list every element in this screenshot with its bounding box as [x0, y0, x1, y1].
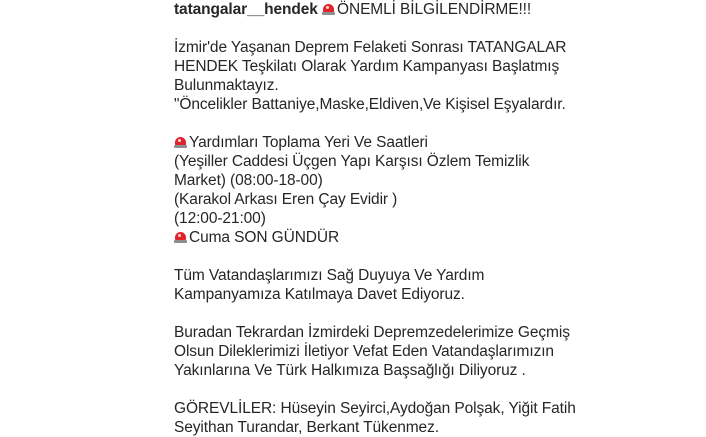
caption-header-line — [174, 0, 694, 19]
last-day-text: Cuma SON GÜNDÜR — [189, 229, 340, 246]
police-siren-icon — [322, 2, 335, 15]
police-siren-icon — [174, 230, 187, 243]
condolence-line: Olsun Dileklerimizi İletiyor Vefat Eden Vatandaşlarımızın — [174, 343, 554, 360]
headline-text: ÖNEMLİ BİLGİLENDİRME!!! — [337, 1, 532, 18]
spacer — [174, 19, 694, 38]
spacer — [174, 114, 694, 133]
staff-line: GÖREVLİLER: Hüseyin Seyirci,Aydoğan Polşak, Yiğit Fatih — [174, 400, 576, 417]
location-line: Market) (08:00-18-00) — [174, 172, 323, 189]
collection-heading-line — [174, 133, 694, 152]
location-line: (Karakol Arkası Eren Çay Evidir ) — [174, 191, 398, 208]
location-line: (Yeşiller Caddesi Üçgen Yapı Karşısı Özlem Temizlik — [174, 153, 530, 170]
invitation-line: Tüm Vatandaşlarımızı Sağ Duyuya Ve Yardım — [174, 267, 485, 284]
spacer — [174, 380, 694, 399]
collection-heading-text: Yardımları Toplama Yeri Ve Saatleri — [189, 134, 428, 151]
spacer — [174, 247, 694, 266]
invitation-line: Kampanyamıza Katılmaya Davet Ediyoruz. — [174, 286, 465, 303]
username-link[interactable]: tatangalar__hendek — [174, 1, 318, 18]
intro-line: "Öncelikler Battaniye,Maske,Eldiven,Ve Kişisel Eşyalardır. — [174, 96, 566, 113]
condolence-line: Buradan Tekrardan İzmirdeki Depremzedelerimize Geçmiş — [174, 324, 570, 341]
spacer — [174, 304, 694, 323]
location-line: (12:00-21:00) — [174, 210, 266, 227]
post-caption — [174, 0, 694, 437]
intro-line: İzmir'de Yaşanan Deprem Felaketi Sonrası TATANGALAR — [174, 39, 567, 56]
intro-line: Bulunmaktayız. — [174, 77, 279, 94]
last-day-line — [174, 228, 694, 247]
intro-line: HENDEK Teşkilatı Olarak Yardım Kampanyası Başlatmış — [174, 58, 560, 75]
police-siren-icon — [174, 135, 187, 148]
condolence-line: Yakınlarına Ve Türk Halkımıza Başsağlığı Diliyoruz . — [174, 362, 526, 379]
staff-line: Seyithan Turandar, Berkant Tükenmez. — [174, 419, 439, 436]
